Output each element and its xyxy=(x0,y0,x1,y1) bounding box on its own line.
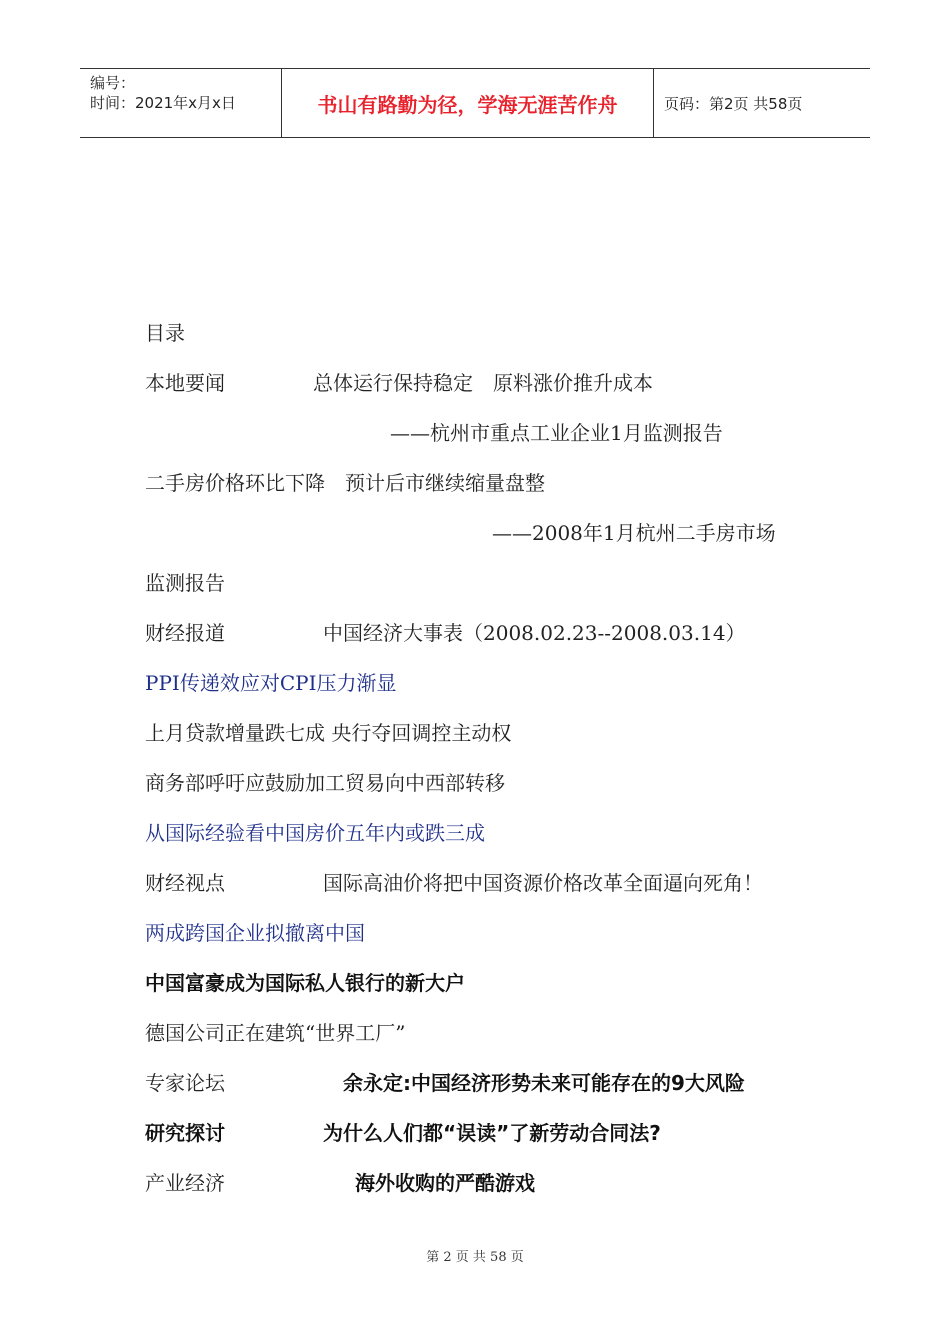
toc-section-label: 财经报道 xyxy=(145,621,225,645)
toc-entry xyxy=(145,1120,661,1146)
toc-entry: 中国富豪成为国际私人银行的新大户 xyxy=(145,971,465,995)
toc-entry-text: 国际高油价将把中国资源价格改革全面逼向死角！ xyxy=(323,871,763,895)
code-label: 编号： xyxy=(90,74,136,92)
toc-title: 目录 xyxy=(145,321,185,345)
header-page-info: 页码：第2页 共58页 xyxy=(664,94,803,113)
time-label: 时间：2021年x月x日 xyxy=(90,94,236,112)
toc-entry-text: 总体运行保持稳定 原料涨价推升成本 xyxy=(313,371,653,395)
toc-entry-text: 海外收购的严酷游戏 xyxy=(355,1171,535,1195)
toc-entry xyxy=(145,1070,745,1096)
toc-entry-text: 为什么人们都“误读”了新劳动合同法? xyxy=(323,1121,661,1145)
toc-entry: 监测报告 xyxy=(145,571,225,595)
toc-entry xyxy=(145,1170,535,1196)
toc-entry: 商务部呼吁应鼓励加工贸易向中西部转移 xyxy=(145,771,505,795)
header-motto: 书山有路勤为径，学海无涯苦作舟 xyxy=(282,69,654,137)
toc-entry xyxy=(145,370,653,396)
toc-entry-text: 中国经济大事表（2008.02.23--2008.03.14） xyxy=(323,621,746,645)
page-header xyxy=(80,68,870,138)
header-meta xyxy=(80,69,282,137)
toc-entry: ——2008年1月杭州二手房市场 xyxy=(492,521,776,545)
toc-entry-link[interactable]: 两成跨国企业拟撤离中国 xyxy=(145,921,365,945)
page-footer: 第 2 页 共 58 页 xyxy=(426,1250,524,1265)
toc-entry: ——杭州市重点工业企业1月监测报告 xyxy=(390,421,723,445)
toc-entry-text: 余永定:中国经济形势未来可能存在的9大风险 xyxy=(343,1071,745,1095)
toc-entry: 上月贷款增量跌七成 央行夺回调控主动权 xyxy=(145,721,512,745)
toc-section-label: 本地要闻 xyxy=(145,371,225,395)
toc-entry-link[interactable]: PPI传递效应对CPI压力渐显 xyxy=(145,671,397,695)
toc-entry xyxy=(145,870,763,896)
toc-section-label: 专家论坛 xyxy=(145,1071,225,1095)
toc-entry: 二手房价格环比下降 预计后市继续缩量盘整 xyxy=(145,471,545,495)
toc-entry xyxy=(145,620,746,646)
toc-section-label: 财经视点 xyxy=(145,871,225,895)
toc-section-label: 产业经济 xyxy=(145,1171,225,1195)
toc-section-label: 研究探讨 xyxy=(145,1121,225,1145)
toc-entry-link[interactable]: 从国际经验看中国房价五年内或跌三成 xyxy=(145,821,485,845)
toc-entry: 德国公司正在建筑“世界工厂” xyxy=(145,1021,406,1045)
